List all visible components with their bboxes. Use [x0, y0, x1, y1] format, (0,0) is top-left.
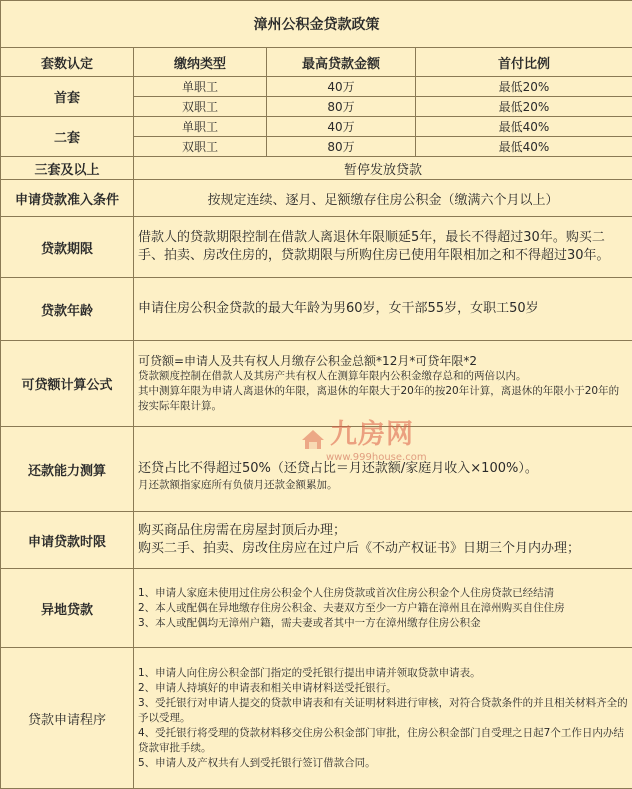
second-home-max-1: 40万	[267, 117, 416, 137]
table-row	[1, 427, 632, 512]
age-text: 申请住房公积金贷款的最大年龄为男60岁，女干部55岁，女职工50岁	[134, 278, 632, 341]
third-home-label: 三套及以上	[1, 157, 134, 180]
first-home-type-1: 单职工	[134, 77, 267, 97]
header-max-loan: 最高贷款金额	[267, 48, 416, 77]
eligibility-text: 按规定连续、逐月、足额缴存住房公积金（缴满六个月以上）	[134, 180, 632, 217]
nonlocal-item: 2、本人或配偶在异地缴存住房公积金、夫妻双方至少一方户籍在漳州且在漳州购买自住住房	[138, 601, 628, 616]
timing-label: 申请贷款时限	[1, 512, 134, 569]
term-label: 贷款期限	[1, 217, 134, 278]
table-row	[1, 77, 632, 97]
procedure-item: 4、受托银行将受理的贷款材料移交住房公积金部门审批，住房公积金部门自受理之日起7个工作日内办结贷款审批手续。	[138, 726, 628, 756]
table-row	[1, 157, 632, 180]
page-title: 漳州公积金贷款政策	[1, 1, 632, 48]
table-row	[1, 648, 632, 789]
table-row	[1, 180, 632, 217]
timing-line-2: 购买二手、拍卖、房改住房应在过户后《不动产权证书》日期三个月内办理；	[138, 540, 628, 558]
second-home-max-2: 80万	[267, 137, 416, 157]
first-home-label: 首套	[1, 77, 134, 117]
procedure-cell	[134, 648, 632, 789]
nonlocal-item: 3、本人或配偶均无漳州户籍，需夫妻或者其中一方在漳州缴存住房公积金	[138, 616, 628, 631]
watermark-url: www.999house.com	[326, 452, 427, 463]
repayment-line-1: 还贷占比不得超过50%（还贷占比＝月还款额/家庭月收入×100%）。	[138, 446, 628, 478]
first-home-down-1: 最低20%	[416, 77, 632, 97]
header-down-payment: 首付比例	[416, 48, 632, 77]
eligibility-label: 申请贷款准入条件	[1, 180, 134, 217]
repayment-cell	[134, 427, 632, 512]
timing-line-1: 购买商品住房需在房屋封顶后办理；	[138, 522, 628, 540]
second-home-down-1: 最低40%	[416, 117, 632, 137]
formula-line-3: 其中测算年限为申请人离退休的年限，离退休的年限大于20年的按20年计算，离退休的年限小于20年的按实际年限计算。	[138, 384, 628, 414]
first-home-max-1: 40万	[267, 77, 416, 97]
watermark-brand: 九房网	[330, 419, 414, 450]
formula-line-1: 可贷额=申请人及共有权人月缴存公积金总额*12月*可贷年限*2	[138, 354, 628, 369]
term-text: 借款人的贷款期限控制在借款人离退休年限顺延5年，最长不得超过30年。购买二手、拍卖、房改住房的，贷款期限与所购住房已使用年限相加之和不得超过30年。	[134, 217, 632, 278]
table-row	[1, 341, 632, 427]
procedure-item: 1、申请人向住房公积金部门指定的受托银行提出申请并领取贷款申请表。	[138, 666, 628, 681]
third-home-value: 暂停发放贷款	[134, 157, 632, 180]
table-row	[1, 278, 632, 341]
second-home-type-2: 双职工	[134, 137, 267, 157]
second-home-type-1: 单职工	[134, 117, 267, 137]
first-home-down-2: 最低20%	[416, 97, 632, 117]
table-row	[1, 569, 632, 648]
table-row	[1, 217, 632, 278]
header-home-count: 套数认定	[1, 48, 134, 77]
procedure-item: 5、申请人及产权共有人到受托银行签订借款合同。	[138, 756, 628, 771]
table-row	[1, 512, 632, 569]
second-home-label: 二套	[1, 117, 134, 157]
formula-line-2: 贷款额度控制在借款人及其房产共有权人在测算年限内公积金缴存总和的两倍以内。	[138, 369, 628, 384]
table-row	[1, 117, 632, 137]
timing-cell	[134, 512, 632, 569]
nonlocal-cell	[134, 569, 632, 648]
repayment-line-2: 月还款额指家庭所有负债月还款金额累加。	[138, 478, 628, 493]
repayment-label: 还款能力测算	[1, 427, 134, 512]
formula-cell	[134, 341, 632, 427]
nonlocal-label: 异地贷款	[1, 569, 134, 648]
header-payment-type: 缴纳类型	[134, 48, 267, 77]
procedure-label: 贷款申请程序	[1, 648, 134, 789]
first-home-max-2: 80万	[267, 97, 416, 117]
nonlocal-item: 1、申请人家庭未使用过住房公积金个人住房贷款或首次住房公积金个人住房贷款已经结清	[138, 586, 628, 601]
age-label: 贷款年龄	[1, 278, 134, 341]
header-row	[1, 48, 632, 77]
second-home-down-2: 最低40%	[416, 137, 632, 157]
procedure-item: 3、受托银行对申请人提交的贷款申请表和有关证明材料进行审核，对符合贷款条件的并且相关材料齐全的予以受理。	[138, 696, 628, 726]
first-home-type-2: 双职工	[134, 97, 267, 117]
formula-label: 可贷额计算公式	[1, 341, 134, 427]
procedure-item: 2、申请人持填好的申请表和相关申请材料送受托银行。	[138, 681, 628, 696]
